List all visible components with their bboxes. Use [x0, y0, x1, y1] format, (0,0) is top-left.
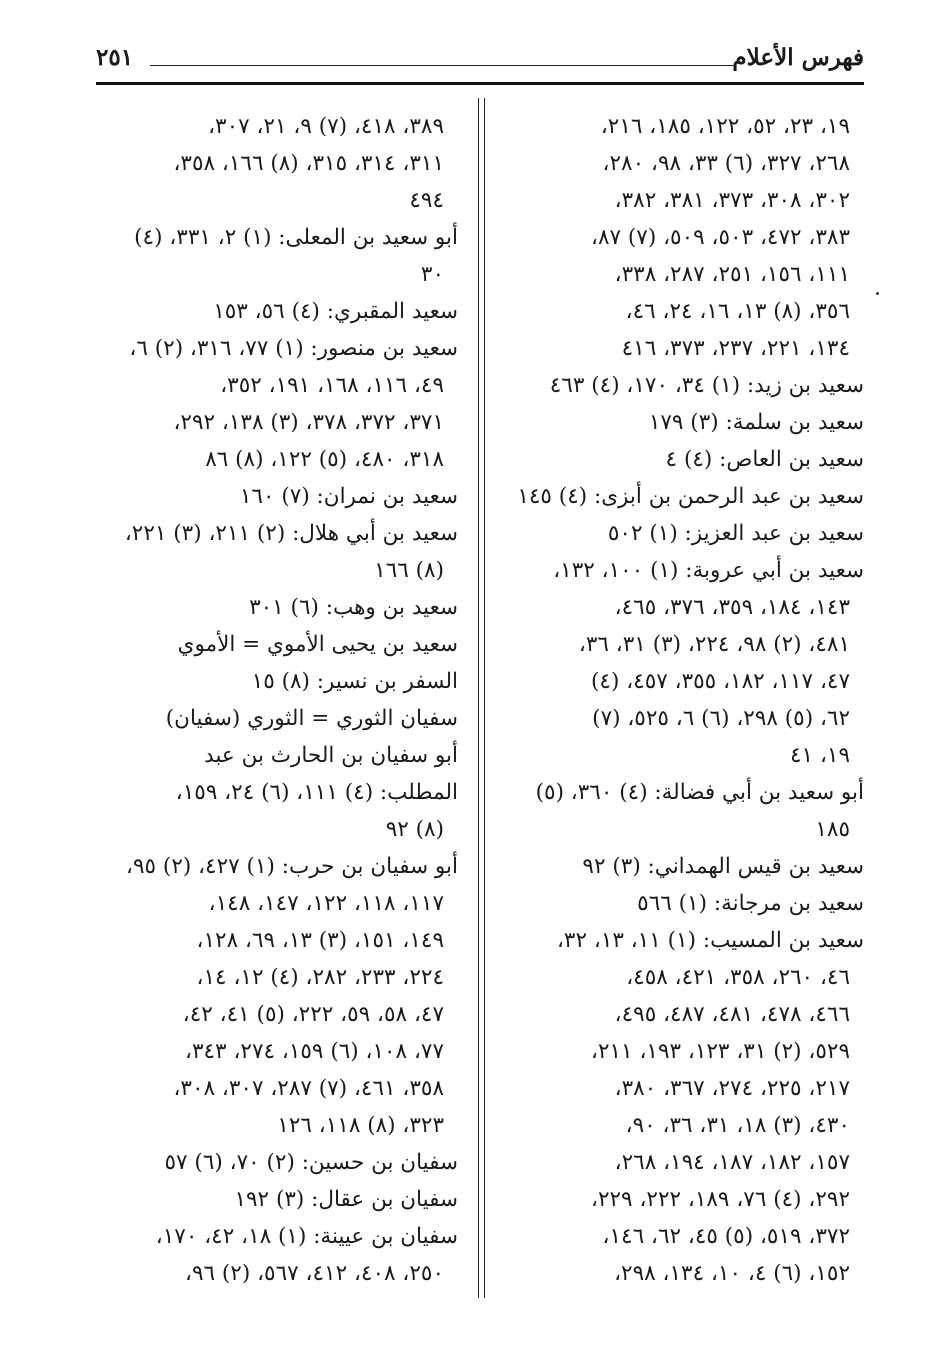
index-line: ٤٦٦، ٤٧٨، ٤٨١، ٤٨٧، ٤٩٥،: [614, 1002, 850, 1027]
page-number: ٢٥١: [96, 44, 134, 71]
index-line: ١٩، ٤١: [790, 743, 850, 768]
index-line: ٥٢٩، (٢) ٣١، ١٢٣، ١٩٣، ٢١١،: [591, 1039, 850, 1064]
index-line: ١٤٩، ١٥١، (٣) ١٣، ٦٩، ١٢٨،: [196, 928, 444, 953]
index-line: ١٨٥: [815, 817, 850, 842]
index-line: سفيان بن عقال: (٣) ١٩٢: [234, 1187, 458, 1212]
index-line: سعيد المقبري: (٤) ٥٦، ١٥٣: [213, 299, 458, 324]
index-line: ٢٩٢، (٤) ٧٦، ١٨٩، ٢٢٢، ٢٢٩،: [591, 1187, 850, 1212]
margin-dot: [876, 292, 879, 295]
index-line: ٣٧١، ٣٧٢، ٣٧٨، (٣) ١٣٨، ٢٩٢،: [173, 410, 444, 435]
page-header: [96, 38, 864, 82]
index-line: (٨) ٩٢: [385, 817, 444, 842]
index-line: سعيد بن المسيب: (١) ١١، ١٣، ٣٢،: [556, 928, 864, 953]
index-line: المطلب: (٤) ١١١، (٦) ٢٤، ١٥٩،: [175, 780, 458, 805]
index-line: ٣٠: [420, 262, 444, 287]
index-line: سعيد بن مرجانة: (١) ٥٦٦: [637, 891, 864, 916]
index-line: ٧٧، ١٠٨، (٦) ١٥٩، ٢٧٤، ٣٤٣،: [185, 1039, 444, 1064]
header-rule: [96, 82, 864, 85]
index-line: أبو سعيد بن أبي فضالة: (٤) ٣٦٠، (٥): [535, 780, 864, 805]
index-line: سعيد بن عبد العزيز: (١) ٥٠٢: [607, 521, 864, 546]
index-line: أبو سعيد بن المعلى: (١) ٢، ٣٣١، (٤): [134, 225, 458, 250]
index-line: ٤٩٤: [409, 188, 444, 213]
index-line: ٤٣٠، (٣) ١٨، ٣١، ٣٦، ٩٠،: [625, 1113, 850, 1138]
index-line: ١٥٢، (٦) ٤، ١٠، ١٣٤، ٢٩٨،: [614, 1261, 850, 1286]
header-leader-line: [150, 65, 736, 66]
index-line: سعيد بن منصور: (١) ٧٧، ٣١٦، (٢) ٦،: [129, 336, 458, 361]
running-title: فهرس الأعلام: [732, 44, 864, 71]
index-line: ١٣٤، ٢٢١، ٢٣٧، ٣٧٣، ٤١٦: [621, 336, 850, 361]
index-line: ٢٦٨، ٣٢٧، (٦) ٣٣، ٩٨، ٢٨٠،: [602, 151, 850, 176]
index-line: سعيد بن أبي هلال: (٢) ٢١١، (٣) ٢٢١،: [124, 521, 458, 546]
index-line: سعيد بن سلمة: (٣) ١٧٩: [648, 410, 864, 435]
index-line: ١١١، ١٥٦، ٢٥١، ٢٨٧، ٣٣٨،: [614, 262, 850, 287]
index-line: سعيد بن نمران: (٧) ١٦٠: [239, 484, 458, 509]
index-line: ٤٧، ١١٧، ١٨٢، ٣٥٥، ٤٥٧، (٤): [591, 669, 850, 694]
index-line: السفر بن نسير: (٨) ١٥: [251, 669, 458, 694]
index-line: أبو سفيان بن الحارث بن عبد: [204, 743, 458, 768]
index-line: ٢٥٠، ٤٠٨، ٤١٢، ٥٦٧، (٢) ٩٦،: [185, 1261, 444, 1286]
index-line: ٤٦، ٢٦٠، ٣٥٨، ٤٢١، ٤٥٨،: [626, 965, 850, 990]
index-line: ٣٥٦، (٨) ١٣، ١٦، ٢٤، ٤٦،: [625, 299, 850, 324]
index-line: سفيان بن حسين: (٢) ٧٠، (٦) ٥٧: [164, 1150, 458, 1175]
index-line: سعيد بن أبي عروبة: (١) ١٠٠، ١٣٢،: [553, 558, 864, 583]
index-line: ١٩، ٢٣، ٥٢، ١٢٢، ١٨٥، ٢١٦،: [600, 114, 850, 139]
index-line: (٨) ١٦٦: [374, 558, 444, 583]
index-line: أبو سفيان بن حرب: (١) ٤٢٧، (٢) ٩٥،: [126, 854, 458, 879]
index-line: سعيد بن قيس الهمداني: (٣) ٩٢: [582, 854, 864, 879]
index-line: سفيان الثوري = الثوري (سفيان): [165, 706, 458, 731]
index-line: ٦٢، (٥) ٢٩٨، (٦) ٦، ٥٢٥، (٧): [592, 706, 850, 731]
index-line: سعيد بن عبد الرحمن بن أبزى: (٤) ١٤٥: [517, 484, 864, 509]
index-line: ٢١٧، ٢٢٥، ٢٧٤، ٣٦٧، ٣٨٠،: [614, 1076, 850, 1101]
column-divider: [478, 98, 479, 1298]
index-line: ٣٧٢، ٥١٩، (٥) ٤٥، ٦٢، ١٤٦،: [602, 1224, 850, 1249]
index-line: ٣٥٨، ٤٦١، (٧) ٢٨٧، ٣٠٧، ٣٠٨،: [173, 1076, 444, 1101]
index-line: سعيد بن يحيى الأموي = الأموي: [177, 632, 458, 657]
index-column-left: [78, 108, 458, 1292]
index-line: ٣٨٩، ٤١٨، (٧) ٩، ٢١، ٣٠٧،: [208, 114, 444, 139]
column-divider: [484, 98, 485, 1298]
index-line: ٣١٨، ٤٨٠، (٥) ١٢٢، (٨) ٨٦: [205, 447, 444, 472]
index-line: ١٤٣، ١٨٤، ٣٥٩، ٣٧٦، ٤٦٥،: [614, 595, 850, 620]
index-line: ٢٢٤، ٢٣٣، ٢٨٢، (٤) ١٢، ١٤،: [196, 965, 444, 990]
index-column-right: [498, 108, 864, 1292]
index-line: ٤٩، ١١٦، ١٦٨، ١٩١، ٣٥٢،: [220, 373, 444, 398]
index-line: سعيد بن زيد: (١) ٣٤، ١٧٠، (٤) ٤٦٣: [549, 373, 864, 398]
index-line: سفيان بن عيينة: (١) ١٨، ٤٢، ١٧٠،: [155, 1224, 458, 1249]
index-line: ٣٠٢، ٣٠٨، ٣٧٣، ٣٨١، ٣٨٢،: [614, 188, 850, 213]
index-line: ٣٢٣، (٨) ١١٨، ١٢٦: [277, 1113, 444, 1138]
index-line: سعيد بن وهب: (٦) ٣٠١: [249, 595, 458, 620]
index-line: سعيد بن العاص: (٤) ٤: [665, 447, 864, 472]
index-line: ٣١١، ٣١٤، ٣١٥، (٨) ١٦٦، ٣٥٨،: [173, 151, 444, 176]
index-line: ٤٨١، (٢) ٩٨، ٢٢٤، (٣) ٣١، ٣٦،: [578, 632, 850, 657]
index-line: ٣٨٣، ٤٧٢، ٥٠٣، ٥٠٩، (٧) ٨٧،: [591, 225, 850, 250]
index-line: ٤٧، ٥٨، ٥٩، ٢٢٢، (٥) ٤١، ٤٢،: [182, 1002, 444, 1027]
index-line: ١٥٧، ١٨٢، ١٨٧، ١٩٤، ٢٦٨،: [614, 1150, 850, 1175]
index-line: ١١٧، ١١٨، ١٢٢، ١٤٧، ١٤٨،: [208, 891, 444, 916]
